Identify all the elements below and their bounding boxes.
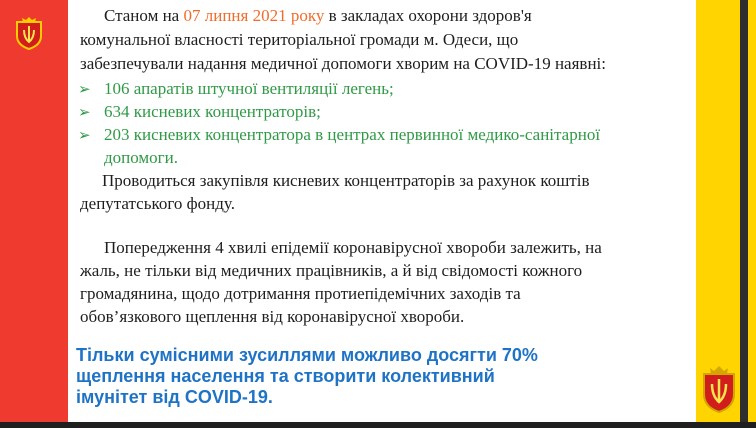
paragraph2-line2: депутатського фонду. (80, 194, 235, 213)
paragraph1-prefix: Станом на (104, 6, 184, 25)
right-dark-frame (740, 0, 748, 428)
paragraph1-line3: забезпечували надання медичної допомоги хворим на COVID-19 наявні: (80, 54, 606, 73)
highlight-message (76, 345, 538, 408)
bullet-item-ventilators: 106 апаратів штучної вентиляції легень; (104, 79, 394, 98)
check-arrow-icon: ➢ (78, 105, 91, 121)
check-arrow-icon: ➢ (78, 128, 91, 144)
left-red-band (0, 0, 68, 428)
bullet-item-primary-care-line1: 203 кисневих концентратора в центрах первинної медико-санітарної (104, 125, 601, 144)
highlight-line2: щеплення населення та створити колективний (76, 366, 495, 386)
paragraph1-line2: комунальної власності територіальної громади м. Одеси, що (80, 30, 519, 49)
paragraph2-line1: Проводиться закупівля кисневих концентраторів за рахунок коштів (102, 171, 590, 190)
paragraph3-line1: Попередження 4 хвилі епідемії коронавірусної хвороби залежить, на (104, 238, 602, 257)
paragraph1-suffix: в закладах охорони здоров'я (324, 6, 532, 25)
paragraph3-line3: громадянина, щодо дотримання протиепідемічних заходів та (80, 284, 521, 303)
highlight-line1: Тільки сумісними зусиллями можливо досягти 70% (76, 345, 538, 365)
check-arrow-icon: ➢ (78, 82, 91, 98)
report-date: 07 липня 2021 року (183, 6, 325, 25)
highlight-line3: імунітет від COVID-19. (76, 387, 273, 407)
bullet-item-concentrators: 634 кисневих концентраторів; (104, 102, 321, 121)
paragraph1-line1 (104, 4, 532, 27)
odesa-coat-of-arms-icon (700, 364, 738, 414)
paragraph3-line4: обов’язкового щеплення від коронавірусної хвороби. (80, 307, 465, 326)
paragraph3-line2: жаль, не тільки від медичних працівників, а й від свідомості кожного (80, 261, 583, 280)
bottom-dark-strip (0, 422, 756, 428)
odesa-coat-of-arms-icon (14, 16, 44, 50)
slide-content (68, 0, 696, 422)
bullet-item-primary-care-line2: допомоги. (104, 148, 179, 167)
